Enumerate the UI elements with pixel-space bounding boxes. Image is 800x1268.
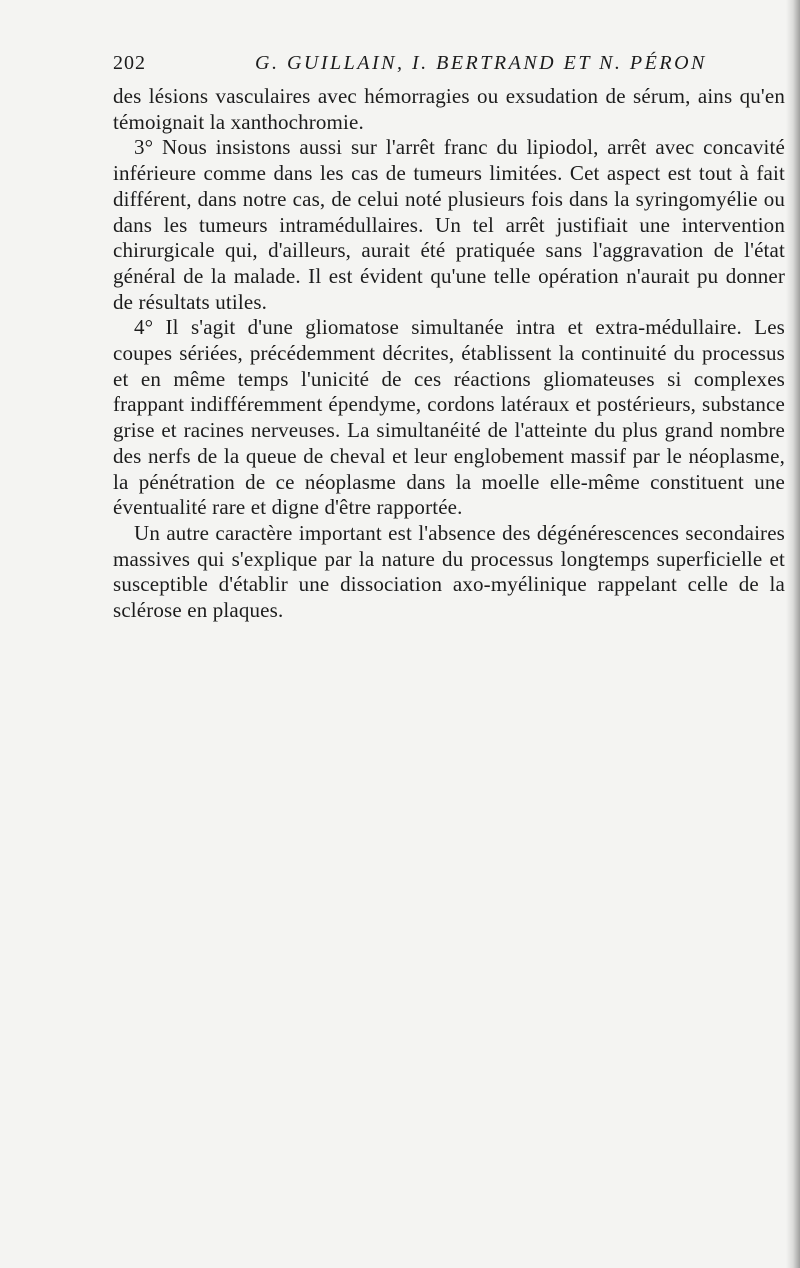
paragraph-conclusion: Un autre caractère important est l'absence des dégénérescences secondaires massives qui s'explique par la nature du processus longtemps superficielle et susceptible d'établir une dissociation axo-myélinique rappelant celle de la sclérose en plaques. bbox=[113, 520, 785, 623]
paragraph-point-4: 4° Il s'agit d'une gliomatose simultanée intra et extra-médullaire. Les coupes sériées, précédemment décrites, établissent la continuité du processus et en même temps l'unicité de ces réactions gliomateuses si complexes frappant indifféremment épendyme, cordons latéraux et postérieurs, substance grise et racines nerveuses. La simultanéité de l'atteinte du plus grand nombre des nerfs de la queue de cheval et leur englobement massif par le néoplasme, la pénétration de ce néoplasme dans la moelle elle-même constituent une éventualité rare et digne d'être rapportée. bbox=[113, 315, 785, 520]
running-header bbox=[113, 52, 778, 82]
paragraph-continued: des lésions vasculaires avec hémorragies ou exsudation de sérum, ains qu'en témoignait la xanthochromie. bbox=[113, 84, 785, 134]
page-number: 202 bbox=[113, 52, 146, 74]
body-text bbox=[113, 84, 785, 624]
running-title: G. GUILLAIN, I. BERTRAND ET N. PÉRON bbox=[255, 52, 707, 74]
page-edge-shadow bbox=[786, 0, 800, 1268]
paragraph-point-3: 3° Nous insistons aussi sur l'arrêt franc du lipiodol, arrêt avec concavité inférieure comme dans les cas de tumeurs limitées. Cet aspect est tout à fait différent, dans notre cas, de celui noté plusieurs fois dans la syringomyélie ou dans les tumeurs intramédullaires. Un tel arrêt justifiait une intervention chirurgicale qui, d'ailleurs, aurait été pratiquée sans l'aggravation de l'état général de la malade. Il est évident qu'une telle opération n'aurait pu donner de résultats utiles. bbox=[113, 135, 785, 314]
